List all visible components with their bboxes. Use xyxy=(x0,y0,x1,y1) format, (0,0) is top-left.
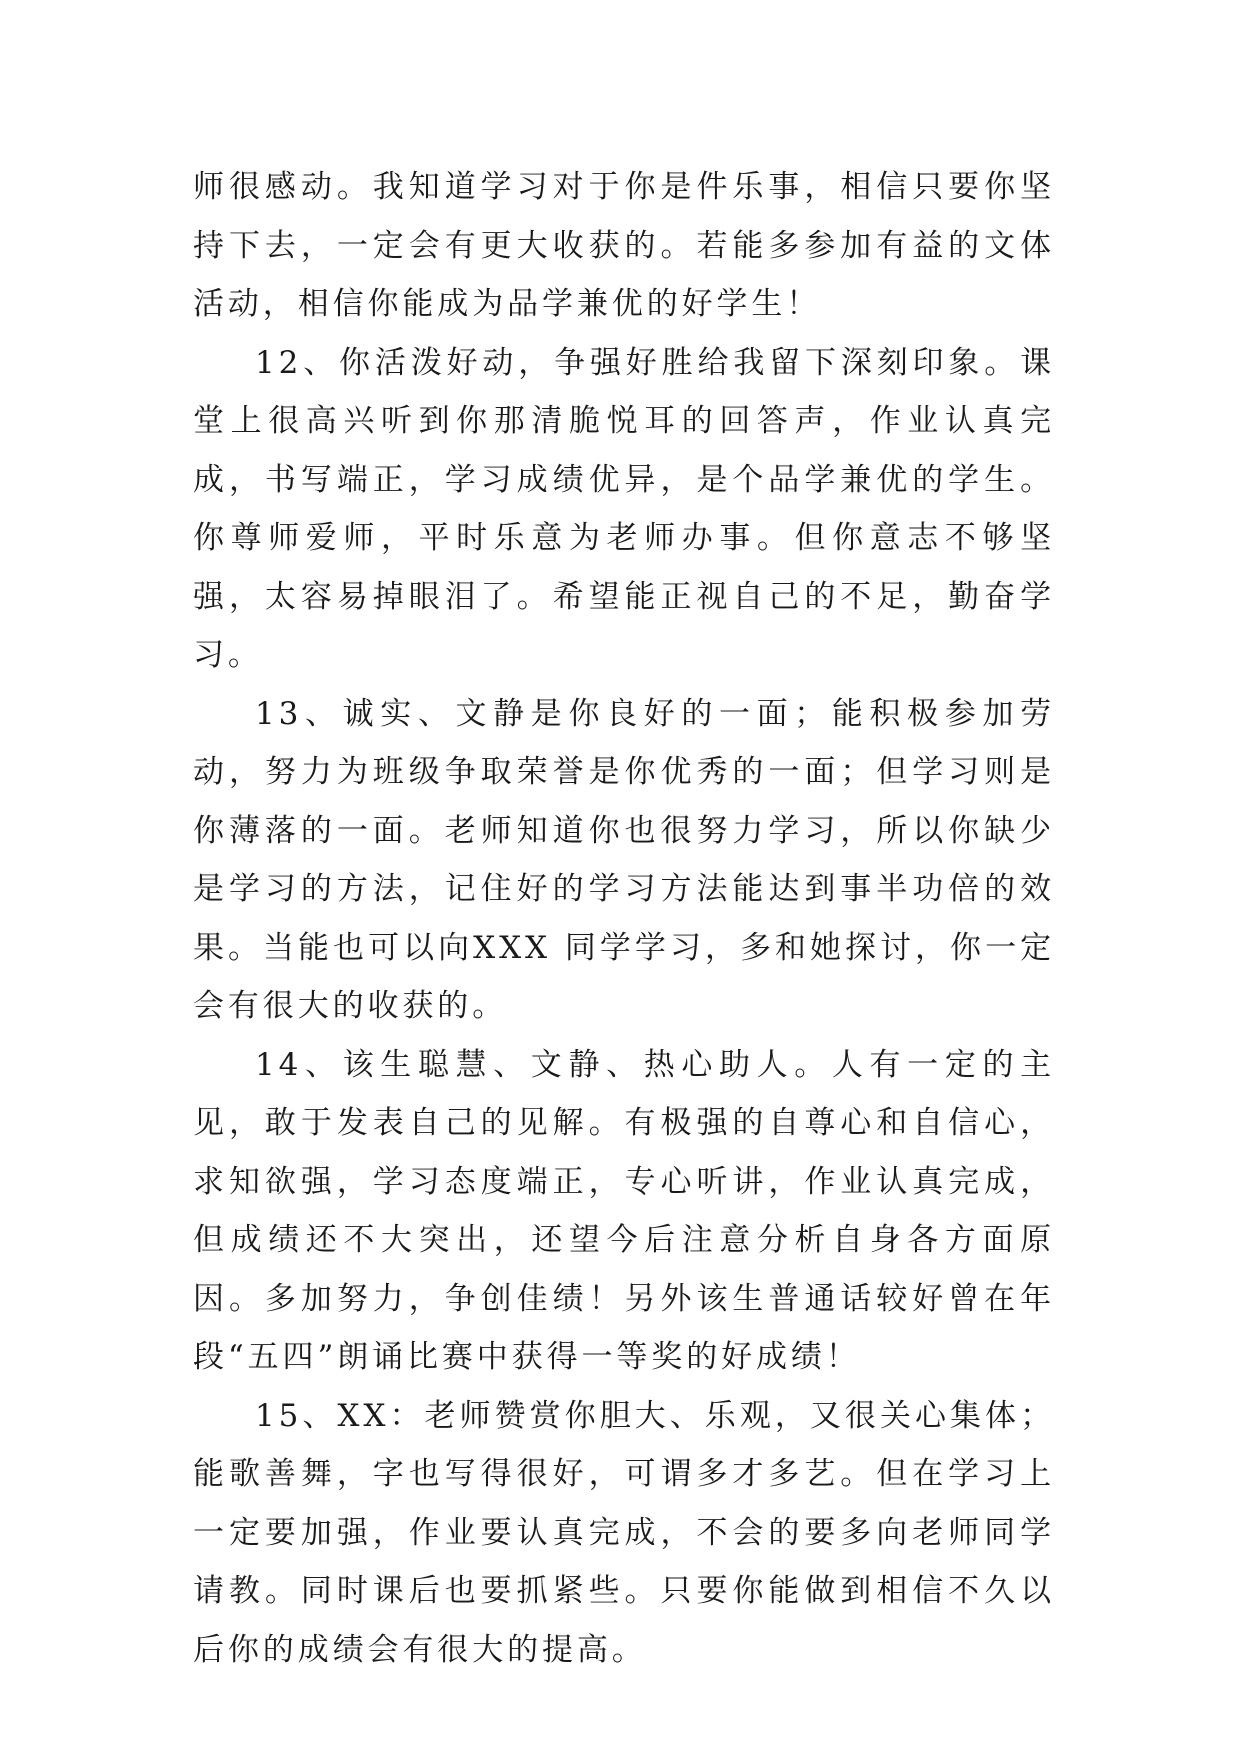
paragraph-comment-15: 15、XX：老师赞赏你胆大、乐观，又很关心集体；能歌善舞，字也写得很好，可谓多才多艺。但在学习上一定要加强，作业要认真完成，不会的要多向老师同学请教。同时课后也要抓紧些。只要你能做到相信不久以后你的成绩会有很大的提高。 xyxy=(193,1397,1055,1668)
paragraph-comment-13: 13、诚实、文静是你良好的一面；能积极参加劳动，努力为班级争取荣誉是你优秀的一面；但学习则是你薄落的一面。老师知道你也很努力学习，所以你缺少是学习的方法，记住好的学习方法能达到事半功倍的效果。当能也可以向XXX 同学学习，多和她探讨，你一定会有很大的收获的。 xyxy=(193,695,1055,1024)
paragraph-continuation: 师很感动。我知道学习对于你是件乐事，相信只要你坚持下去，一定会有更大收获的。若能多参加有益的文体活动，相信你能成为品学兼优的好学生！ xyxy=(193,169,1055,322)
paragraph-comment-14: 14、该生聪慧、文静、热心助人。人有一定的主见，敢于发表自己的见解。有极强的自尊心和自信心，求知欲强，学习态度端正，专心听讲，作业认真完成，但成绩还不大突出，还望今后注意分析自身各方面原因。多加努力，争创佳绩！另外该生普通话较好曾在年段“五四”朗诵比赛中获得一等奖的好成绩！ xyxy=(193,1046,1055,1375)
document-page xyxy=(193,158,1055,1679)
paragraph-comment-12: 12、你活泼好动，争强好胜给我留下深刻印象。课堂上很高兴听到你那清脆悦耳的回答声，作业认真完成，书写端正，学习成绩优异，是个品学兼优的学生。你尊师爱师，平时乐意为老师办事。但你意志不够坚强，太容易掉眼泪了。希望能正视自己的不足，勤奋学习。 xyxy=(193,344,1055,673)
